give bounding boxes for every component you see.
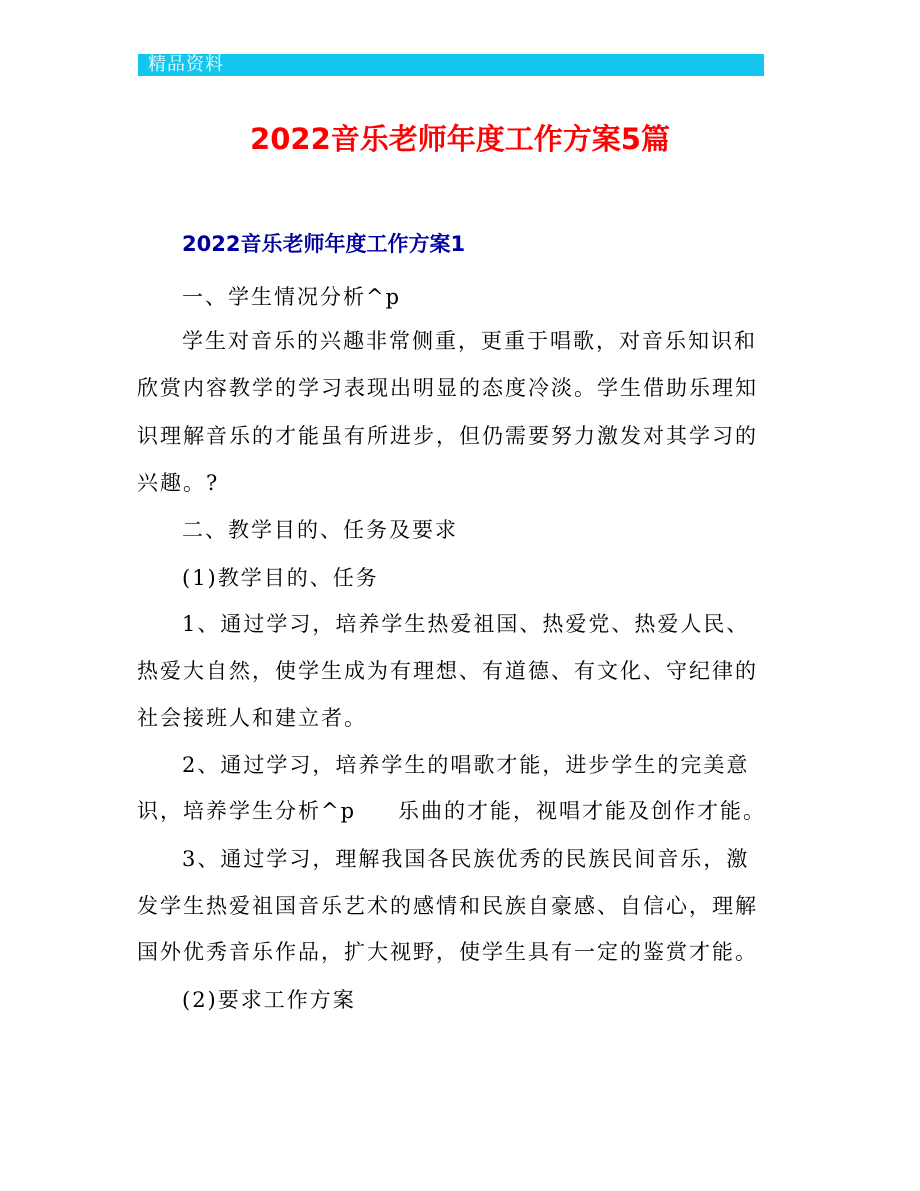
paragraph-line: 欣赏内容教学的学习表现出明显的态度冷淡。学生借助乐理知 — [137, 376, 758, 400]
paragraph-line: 社会接班人和建立者。 — [137, 706, 367, 730]
paragraph-line: 识理解音乐的才能虽有所进步，但仍需要努力激发对其学习的 — [137, 424, 758, 448]
paragraph-line: 3、通过学习，理解我国各民族优秀的民族民间音乐，激 — [182, 847, 750, 871]
section-subtitle: 2022音乐老师年度工作方案1 — [182, 232, 466, 256]
heading-2-2: (2)要求工作方案 — [182, 988, 356, 1012]
heading-1: 一、学生情况分析^p — [182, 285, 402, 309]
paragraph-line: 兴趣。? — [137, 471, 220, 495]
paragraph-line: 国外优秀音乐作品，扩大视野，使学生具有一定的鉴赏才能。 — [137, 940, 758, 964]
paragraph-line: 2、通过学习，培养学生的唱歌才能，进步学生的完美意 — [182, 753, 750, 777]
line-segment: 乐曲的才能，视唱才能及创作才能。 — [398, 799, 767, 823]
paragraph-line: 发学生热爱祖国音乐艺术的感情和民族自豪感、自信心，理解 — [137, 894, 758, 918]
paragraph-line: 1、通过学习，培养学生热爱祖国、热爱党、热爱人民、 — [182, 612, 750, 636]
header-banner — [138, 54, 764, 76]
document-title: 2022音乐老师年度工作方案5篇 — [250, 122, 670, 156]
heading-2: 二、教学目的、任务及要求 — [182, 518, 458, 542]
line-segment: 识，培养学生分析^p — [137, 799, 357, 823]
banner-label: 精品资料 — [148, 54, 224, 75]
paragraph-line — [137, 797, 797, 825]
paragraph-line: 学生对音乐的兴趣非常侧重，更重于唱歌，对音乐知识和 — [182, 329, 757, 353]
paragraph-line: 热爱大自然，使学生成为有理想、有道德、有文化、守纪律的 — [137, 659, 758, 683]
heading-2-1: (1)教学目的、任务 — [182, 566, 379, 590]
